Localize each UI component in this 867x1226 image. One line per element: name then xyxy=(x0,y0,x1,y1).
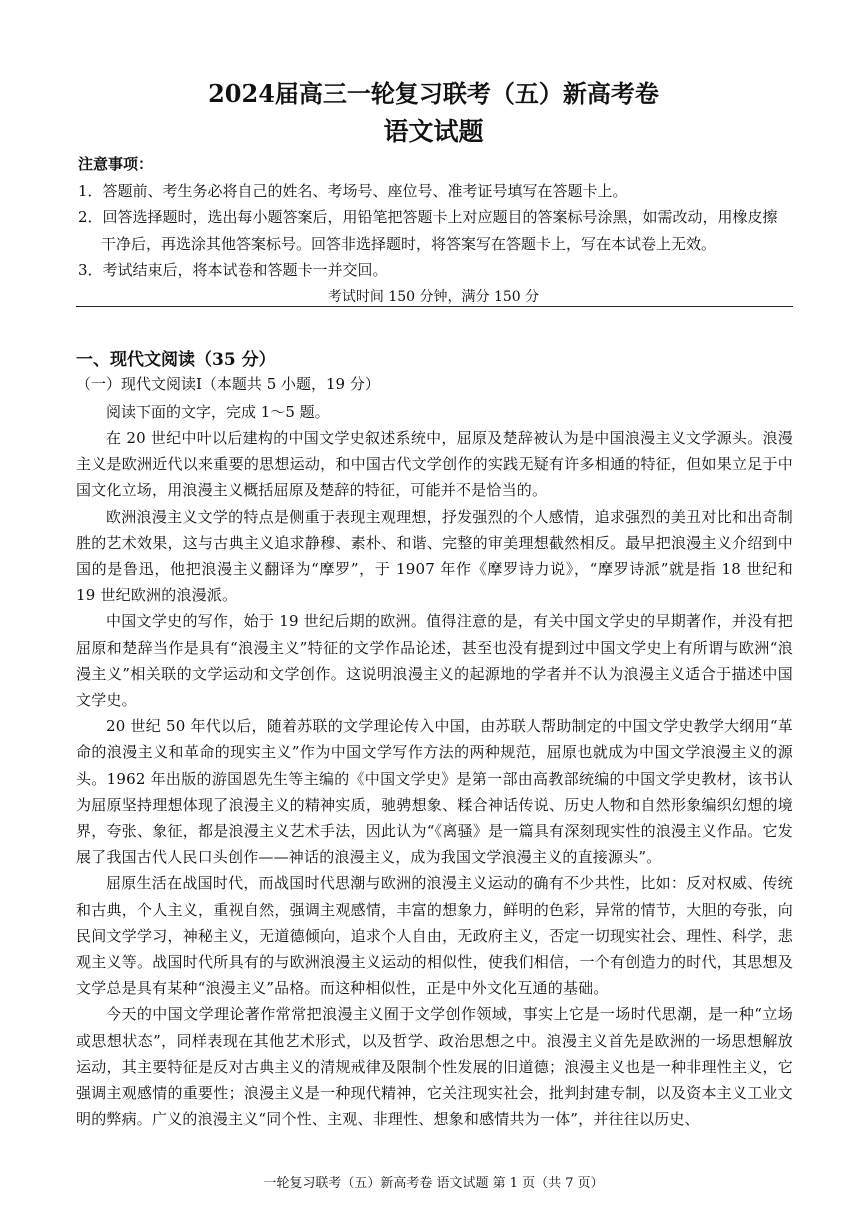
exam-title: 2024届高三一轮复习联考（五）新高考卷 xyxy=(208,79,659,108)
divider-line xyxy=(76,306,793,307)
notice-item-2-continued: 干净后，再选涂其他答案标号。回答非选择题时，将答案写在答题卡上，写在本试卷上无效。 xyxy=(101,235,717,253)
notice-item-2: 2．回答选择题时，选出每小题答案后，用铅笔把答题卡上对应题目的答案标号涂黑，如需改动，用橡皮擦 xyxy=(78,208,778,226)
subject-title: 语文试题 xyxy=(383,117,484,146)
passage-paragraph-3: 中国文学史的写作，始于 19 世纪后期的欧洲。值得注意的是，有关中国文学史的早期著作，并没有把屈原和楚辞当作是具有“浪漫主义”特征的文学作品论述，甚至也没有提到过中国文学史上有所谓与欧洲“浪漫主义”相关联的文学运动和文学创作。这说明浪漫主义的起源地的学者并不认为浪漫主义适合于描述中国文学史。 xyxy=(76,612,793,710)
reading-instruction: 阅读下面的文字，完成 1～5 题。 xyxy=(106,403,330,421)
notice-item-1: 1．答题前、考生务必将自己的姓名、考场号、座位号、准考证号填写在答题卡上。 xyxy=(78,182,628,200)
section-heading: 一、现代文阅读（35 分） xyxy=(76,350,276,370)
passage-paragraph-4: 20 世纪 50 年代以后，随着苏联的文学理论传入中国，由苏联人帮助制定的中国文学史教学大纲用“革命的浪漫主义和革命的现实主义”作为中国文学写作方法的两种规范，屈原也就成为中国文学浪漫主义的源头。1962 年出版的游国恩先生等主编的《中国文学史》是第一部由高教部统编的中国文学史教材，该书认为屈原坚持理想体现了浪漫主义的精神实质，驰骋想象、糅合神话传说、历史人物和自然形象编织幻想的境界，夸张、象征，都是浪漫主义艺术手法，因此认为“《离骚》是一篇具有深刻现实性的浪漫主义作品。它发展了我国古代人民口头创作——神话的浪漫主义，成为我国文学浪漫主义的直接源头”。 xyxy=(76,717,793,867)
notice-heading: 注意事项： xyxy=(78,155,154,173)
exam-time-info: 考试时间 150 分钟，满分 150 分 xyxy=(327,289,540,305)
passage-paragraph-6: 今天的中国文学理论著作常常把浪漫主义囿于文学创作领域，事实上它是一场时代思潮，是一种“立场或思想状态”，同样表现在其他艺术形式，以及哲学、政治思想之中。浪漫主义首先是欧洲的一场思想解放运动，其主要特征是反对古典主义的清规戒律及限制个性发展的旧道德；浪漫主义也是一种非理性主义，它强调主观感情的重要性；浪漫主义是一种现代精神，它关注现实社会，批判封建专制，以及资本主义工业文明的弊病。广义的浪漫主义“同个性、主观、非理性、想象和感情共为一体”，并往往以历史、 xyxy=(76,1005,793,1129)
subsection-heading: （一）现代文阅读Ⅰ（本题共 5 小题，19 分） xyxy=(76,375,380,393)
passage-paragraph-2: 欧洲浪漫主义文学的特点是侧重于表现主观理想，抒发强烈的个人感情，追求强烈的美丑对比和出奇制胜的艺术效果，这与古典主义追求静穆、素朴、和谐、完整的审美理想截然相反。最早把浪漫主义介绍到中国的是鲁迅，他把浪漫主义翻译为“摩罗”，于 1907 年作《摩罗诗力说》，“摩罗诗派”就是指 18 世纪和 19 世纪欧洲的浪漫派。 xyxy=(76,507,793,605)
page-footer: 一轮复习联考（五）新高考卷 语文试题 第 1 页（共 7 页） xyxy=(263,1176,604,1191)
reading-passage xyxy=(76,425,793,1132)
notice-item-3: 3．考试结束后，将本试卷和答题卡一并交回。 xyxy=(78,261,388,279)
passage-paragraph-5: 屈原生活在战国时代，而战国时代思潮与欧洲的浪漫主义运动的确有不少共性，比如：反对权威、传统和古典，个人主义，重视自然，强调主观感情，丰富的想象力，鲜明的色彩，异常的情节，大胆的夸张，向民间文学学习，神秘主义，无道德倾向，追求个人自由，无政府主义，否定一切现实社会、理性、科学，悲观主义等。战国时代所具有的与欧洲浪漫主义运动的相似性，使我们相信，一个有创造力的时代，其思想及文学总是具有某种“浪漫主义”品格。而这种相似性，正是中外文化互通的基础。 xyxy=(76,874,793,998)
passage-paragraph-1: 在 20 世纪中叶以后建构的中国文学史叙述系统中，屈原及楚辞被认为是中国浪漫主义文学源头。浪漫主义是欧洲近代以来重要的思想运动，和中国古代文学创作的实践无疑有许多相通的特征，但如果立足于中国文化立场，用浪漫主义概括屈原及楚辞的特征，可能并不是恰当的。 xyxy=(76,429,793,500)
